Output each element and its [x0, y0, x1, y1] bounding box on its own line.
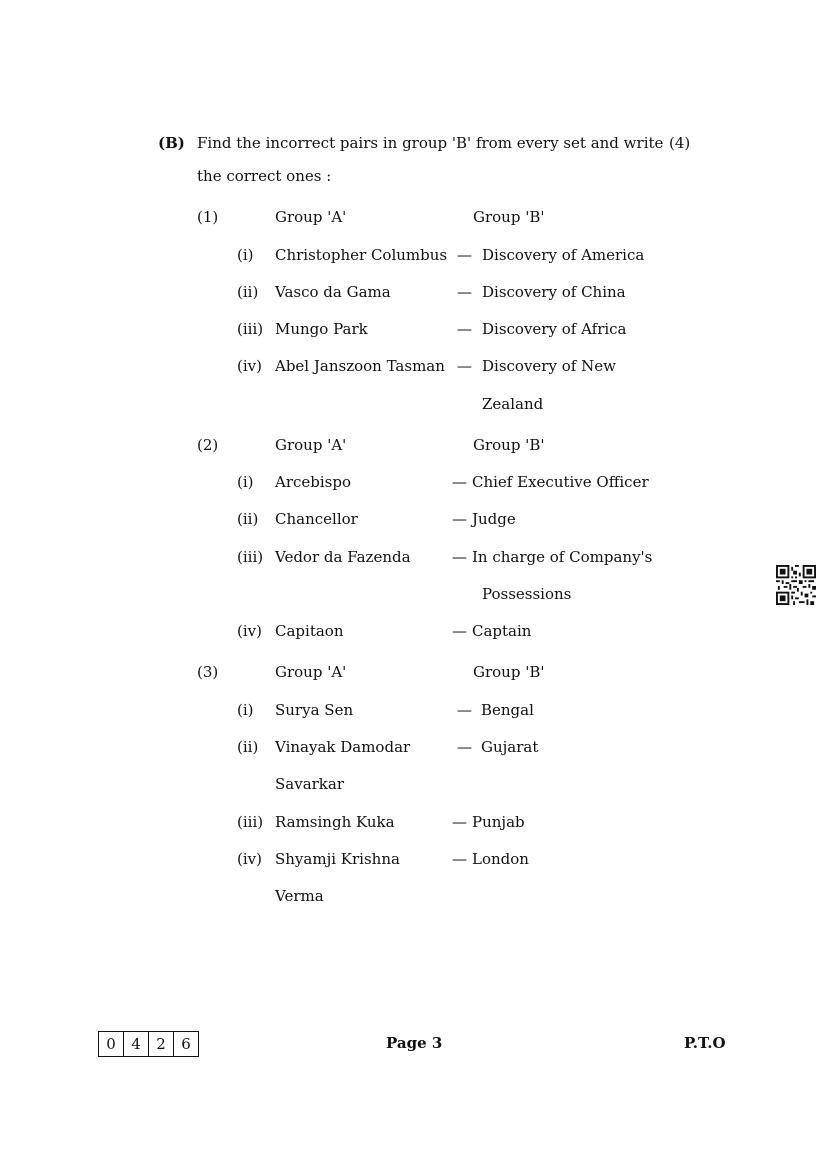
pair-dash: — — [457, 701, 472, 719]
pair-roman: (i) — [237, 473, 254, 491]
question-text-line2: the correct ones : — [197, 167, 332, 185]
pair-group-a: Vinayak Damodar — [275, 738, 411, 756]
pair-dash: — — [457, 738, 472, 756]
paper-code-box — [98, 1031, 199, 1057]
pair-group-b: Punjab — [472, 813, 525, 831]
pair-group-b: Captain — [472, 622, 532, 640]
pair-dash: — — [452, 622, 467, 640]
pair-group-a: Vasco da Gama — [275, 283, 391, 301]
paper-code-digit: 2 — [149, 1032, 174, 1056]
pair-roman: (ii) — [237, 510, 259, 528]
set-2-group-b-header: Group 'B' — [473, 436, 545, 454]
pair-dash: — — [452, 850, 467, 868]
paper-code-digit: 4 — [124, 1032, 149, 1056]
set-2-number: (2) — [197, 436, 219, 454]
pair-group-b: Discovery of Africa — [482, 320, 627, 338]
pair-group-a-continued: Verma — [275, 887, 324, 905]
pair-group-b: Discovery of China — [482, 283, 626, 301]
pair-roman: (iv) — [237, 622, 262, 640]
pair-group-a: Chancellor — [275, 510, 358, 528]
pair-group-a: Capitaon — [275, 622, 344, 640]
set-1-group-a-header: Group 'A' — [275, 208, 347, 226]
pair-dash: — — [452, 813, 467, 831]
pair-group-a: Arcebispo — [275, 473, 352, 491]
page-number: Page 3 — [386, 1034, 443, 1052]
question-marks: (4) — [669, 134, 691, 152]
pair-dash: — — [452, 548, 467, 566]
pair-dash: — — [457, 320, 472, 338]
pair-roman: (iii) — [237, 813, 264, 831]
set-2-group-a-header: Group 'A' — [275, 436, 347, 454]
pair-group-a: Vedor da Fazenda — [275, 548, 411, 566]
set-3-group-b-header: Group 'B' — [473, 663, 545, 681]
pair-dash: — — [457, 283, 472, 301]
set-3-group-a-header: Group 'A' — [275, 663, 347, 681]
pair-group-b-continued: Zealand — [482, 395, 544, 413]
question-text-line1: Find the incorrect pairs in group 'B' from every set and write — [197, 134, 664, 152]
pair-group-a: Ramsingh Kuka — [275, 813, 395, 831]
set-1-number: (1) — [197, 208, 219, 226]
pair-group-b: Bengal — [481, 701, 534, 719]
pair-group-a: Christopher Columbus — [275, 246, 448, 264]
pair-roman: (i) — [237, 701, 254, 719]
set-3-number: (3) — [197, 663, 219, 681]
qr-code-icon — [776, 565, 816, 605]
pair-roman: (ii) — [237, 283, 259, 301]
pair-group-b: Chief Executive Officer — [472, 473, 649, 491]
pto-label: P.T.O — [684, 1034, 726, 1052]
pair-roman: (iv) — [237, 357, 262, 375]
pair-group-a-continued: Savarkar — [275, 775, 345, 793]
pair-roman: (iii) — [237, 548, 264, 566]
pair-roman: (ii) — [237, 738, 259, 756]
set-1-group-b-header: Group 'B' — [473, 208, 545, 226]
question-label: (B) — [158, 134, 185, 152]
pair-group-b: Discovery of America — [482, 246, 645, 264]
pair-dash: — — [452, 510, 467, 528]
pair-dash: — — [457, 357, 472, 375]
pair-group-a: Shyamji Krishna — [275, 850, 400, 868]
paper-code-digit: 0 — [99, 1032, 124, 1056]
pair-roman: (iii) — [237, 320, 264, 338]
pair-group-b: Judge — [472, 510, 516, 528]
pair-roman: (i) — [237, 246, 254, 264]
paper-code-digit: 6 — [181, 1035, 191, 1053]
pair-group-b: London — [472, 850, 529, 868]
pair-group-a: Abel Janszoon Tasman — [275, 357, 445, 375]
pair-group-b: Gujarat — [481, 738, 539, 756]
pair-dash: — — [457, 246, 472, 264]
pair-group-a: Mungo Park — [275, 320, 368, 338]
pair-roman: (iv) — [237, 850, 262, 868]
pair-group-b: Discovery of New — [482, 357, 616, 375]
pair-group-a: Surya Sen — [275, 701, 354, 719]
pair-group-b: In charge of Company's — [472, 548, 653, 566]
pair-dash: — — [452, 473, 467, 491]
pair-group-b-continued: Possessions — [482, 585, 572, 603]
